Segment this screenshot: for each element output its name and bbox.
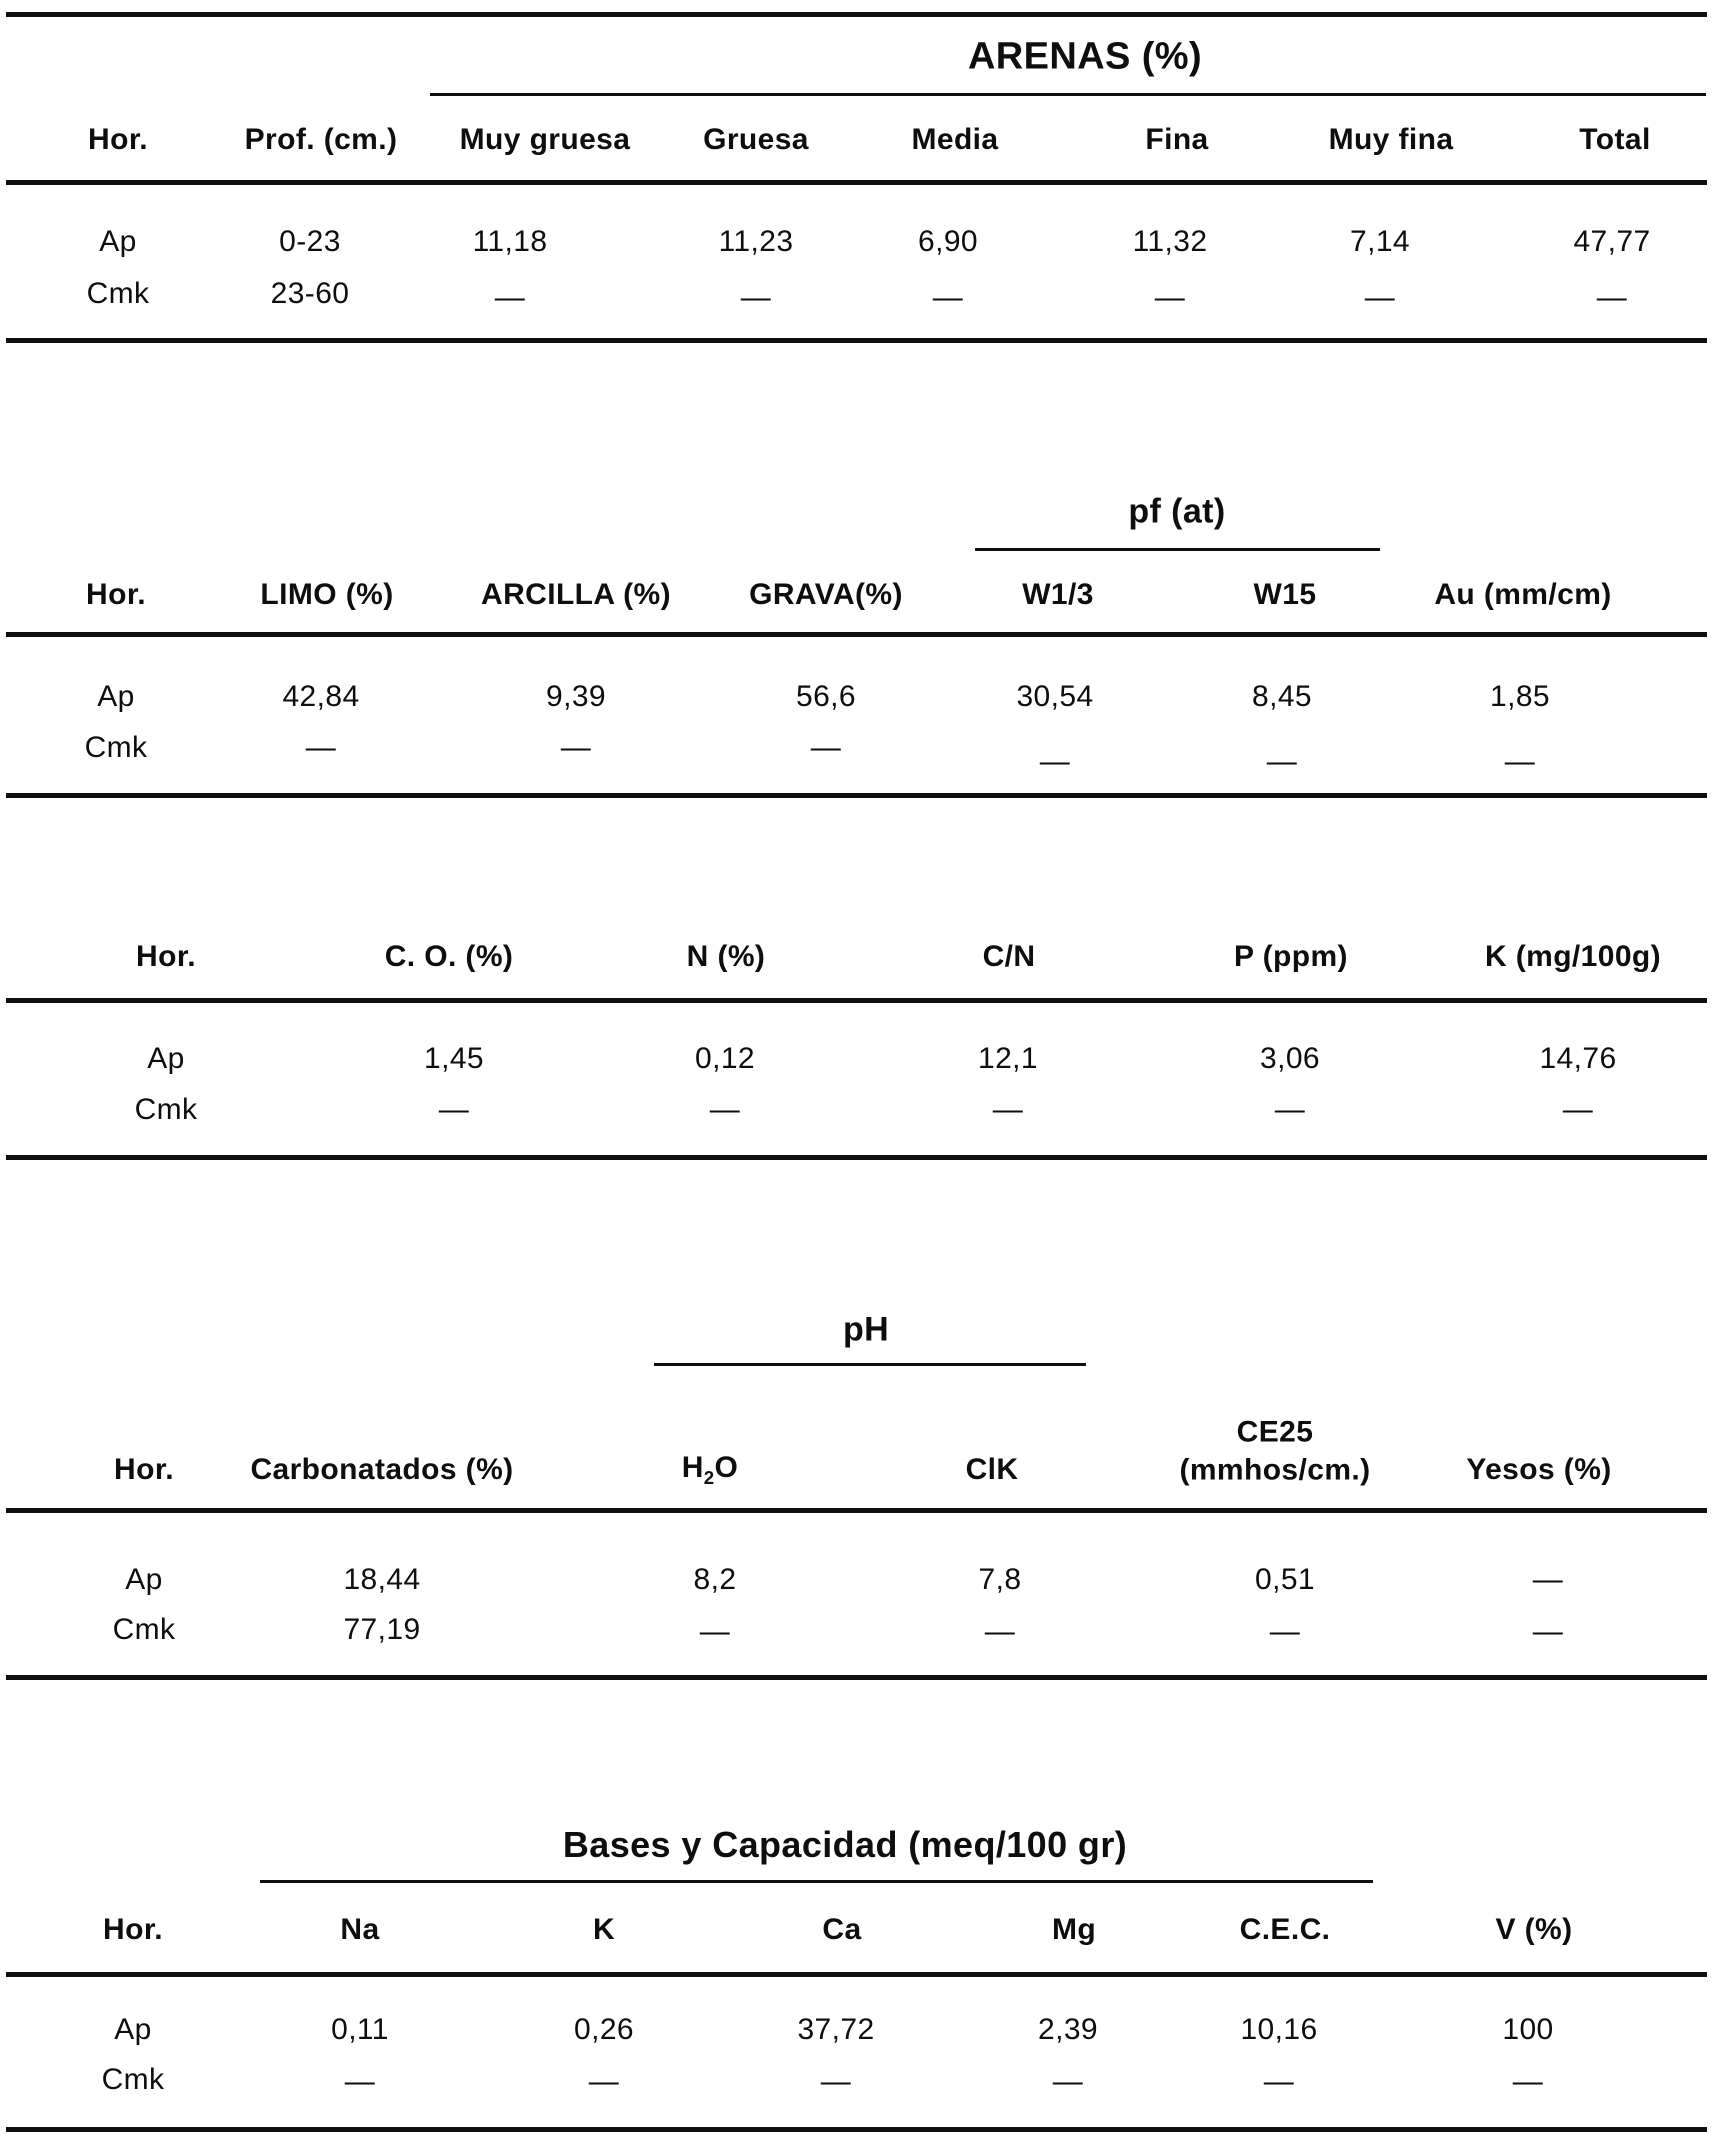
- column-header-grava: GRAVA(%): [749, 578, 903, 611]
- group-title-bases: Bases y Capacidad (meq/100 gr): [562, 1824, 1128, 1865]
- cell-value: 30,54: [1016, 680, 1094, 713]
- row-label-cmk: Cmk: [84, 731, 148, 764]
- table1-bottom-rule: [6, 338, 1707, 343]
- row-label-ap: Ap: [125, 1563, 163, 1596]
- column-header-k: K (mg/100g): [1484, 940, 1662, 973]
- cell-value: 1,85: [1490, 680, 1550, 713]
- table2-bottom-rule: [6, 793, 1707, 798]
- column-header-co: C. O. (%): [384, 940, 514, 973]
- row-label-ap: Ap: [114, 2013, 152, 2046]
- cell-value: 2,39: [1038, 2013, 1098, 2046]
- column-header-n: N (%): [686, 940, 766, 973]
- cell-value: —: [1266, 745, 1298, 778]
- column-header-arcilla: ARCILLA (%): [481, 578, 671, 611]
- column-header-w15: W15: [1253, 578, 1317, 611]
- cell-value: —: [1269, 1615, 1301, 1648]
- cell-value: 7,14: [1350, 225, 1410, 258]
- h2o-subscript: 2: [703, 1467, 715, 1488]
- cell-value: 9,39: [546, 680, 606, 713]
- cell-value: 37,72: [797, 2013, 875, 2046]
- table5-header-rule: [6, 1972, 1707, 1977]
- column-header-v: V (%): [1495, 1913, 1573, 1946]
- table5-bottom-rule: [6, 2127, 1707, 2132]
- group-title-pf-at: pf (at): [1128, 492, 1226, 531]
- column-header-clk: ClK: [965, 1453, 1019, 1486]
- cell-value: 77,19: [343, 1613, 421, 1646]
- cell-value: 23-60: [270, 277, 350, 310]
- column-header-yesos: Yesos (%): [1466, 1453, 1612, 1486]
- group-underline-ph: [654, 1363, 1086, 1366]
- cell-value: 14,76: [1539, 1042, 1617, 1075]
- cell-value: 0,51: [1255, 1563, 1315, 1596]
- cell-value: —: [1052, 2065, 1084, 2098]
- column-header-hor: Hor.: [86, 578, 146, 611]
- cell-value: —: [1274, 1093, 1306, 1126]
- cell-value: 8,2: [693, 1563, 737, 1596]
- column-header-mg: Mg: [1051, 1913, 1097, 1946]
- column-header-k: K: [592, 1913, 616, 1946]
- row-label-cmk: Cmk: [112, 1613, 176, 1646]
- cell-value: —: [709, 1093, 741, 1126]
- cell-value: —: [344, 2065, 376, 2098]
- column-header-au: Au (mm/cm): [1434, 578, 1612, 611]
- table3-bottom-rule: [6, 1155, 1707, 1160]
- column-header-fina: Fina: [1145, 123, 1209, 156]
- cell-value: —: [699, 1615, 731, 1648]
- group-underline-bases: [260, 1880, 1373, 1883]
- cell-value: 100: [1502, 2013, 1554, 2046]
- row-label-ap: Ap: [147, 1042, 185, 1075]
- group-underline-pf-at: [975, 548, 1380, 551]
- table2-header-rule: [6, 632, 1707, 637]
- cell-value: —: [1154, 281, 1186, 314]
- cell-value: 56,6: [796, 680, 856, 713]
- ce25-line1: CE25: [1236, 1415, 1314, 1449]
- cell-value: —: [588, 2065, 620, 2098]
- table4-bottom-rule: [6, 1675, 1707, 1680]
- row-label-cmk: Cmk: [134, 1093, 198, 1126]
- row-label-ap: Ap: [97, 680, 135, 713]
- cell-value: 0-23: [279, 225, 341, 258]
- ce25-line2: (mmhos/cm.): [1179, 1454, 1371, 1487]
- cell-value: —: [1504, 745, 1536, 778]
- h2o-base: H: [681, 1451, 704, 1484]
- column-header-carbonatados: Carbonatados (%): [250, 1453, 514, 1486]
- cell-value: —: [1039, 745, 1071, 778]
- group-title-ph: pH: [842, 1310, 890, 1349]
- column-header-ce25: [1179, 1414, 1370, 1491]
- cell-value: 11,23: [718, 225, 794, 258]
- column-header-hor: Hor.: [114, 1453, 174, 1486]
- cell-value: 1,45: [424, 1042, 484, 1075]
- cell-value: 3,06: [1260, 1042, 1320, 1075]
- cell-value: 0,12: [695, 1042, 755, 1075]
- cell-value: 11,32: [1132, 225, 1208, 258]
- column-header-hor: Hor.: [103, 1913, 163, 1946]
- column-header-gruesa: Gruesa: [703, 123, 809, 156]
- cell-value: —: [810, 731, 842, 764]
- cell-value: —: [1532, 1563, 1564, 1596]
- cell-value: —: [1532, 1615, 1564, 1648]
- cell-value: 6,90: [918, 225, 978, 258]
- column-header-hor: Hor.: [88, 123, 148, 156]
- cell-value: 47,77: [1573, 225, 1651, 258]
- table3-header-rule: [6, 998, 1707, 1003]
- cell-value: —: [820, 2065, 852, 2098]
- column-header-limo: LIMO (%): [260, 578, 394, 611]
- cell-value: —: [992, 1093, 1024, 1126]
- table1-header-rule: [6, 180, 1707, 185]
- column-header-w13: W1/3: [1022, 578, 1094, 611]
- column-header-muy-fina: Muy fina: [1328, 123, 1454, 156]
- column-header-media: Media: [911, 123, 999, 156]
- cell-value: —: [1263, 2065, 1295, 2098]
- cell-value: —: [1512, 2065, 1544, 2098]
- table1-top-rule: [6, 12, 1707, 17]
- column-header-p: P (ppm): [1234, 940, 1348, 973]
- h2o-base2: O: [714, 1451, 739, 1484]
- row-label-cmk: Cmk: [86, 277, 150, 310]
- cell-value: —: [932, 281, 964, 314]
- cell-value: —: [1596, 281, 1628, 314]
- column-header-na: Na: [340, 1913, 380, 1946]
- column-header-muy-gruesa: Muy gruesa: [459, 123, 631, 156]
- cell-value: —: [560, 731, 592, 764]
- group-title-arenas: ARENAS (%): [967, 35, 1203, 78]
- column-header-ca: Ca: [822, 1913, 862, 1946]
- column-header-h2o: [682, 1451, 739, 1489]
- cell-value: 10,16: [1240, 2013, 1318, 2046]
- column-header-prof: Prof. (cm.): [244, 123, 398, 156]
- group-underline-arenas: [430, 93, 1706, 96]
- column-header-cec: C.E.C.: [1239, 1913, 1331, 1946]
- cell-value: —: [494, 281, 526, 314]
- cell-value: 18,44: [343, 1563, 421, 1596]
- cell-value: 8,45: [1252, 680, 1312, 713]
- cell-value: —: [305, 731, 337, 764]
- column-header-hor: Hor.: [136, 940, 196, 973]
- cell-value: —: [1562, 1093, 1594, 1126]
- cell-value: 7,8: [978, 1563, 1022, 1596]
- row-label-cmk: Cmk: [101, 2063, 165, 2096]
- cell-value: —: [984, 1615, 1016, 1648]
- column-header-cn: C/N: [982, 940, 1036, 973]
- cell-value: 0,26: [574, 2013, 634, 2046]
- row-label-ap: Ap: [99, 225, 137, 258]
- cell-value: 12,1: [978, 1042, 1038, 1075]
- table4-header-rule: [6, 1508, 1707, 1513]
- cell-value: 0,11: [331, 2013, 389, 2046]
- cell-value: 11,18: [472, 225, 548, 258]
- cell-value: —: [438, 1093, 470, 1126]
- column-header-total: Total: [1579, 123, 1651, 156]
- cell-value: 42,84: [282, 680, 360, 713]
- cell-value: —: [740, 281, 772, 314]
- cell-value: —: [1364, 281, 1396, 314]
